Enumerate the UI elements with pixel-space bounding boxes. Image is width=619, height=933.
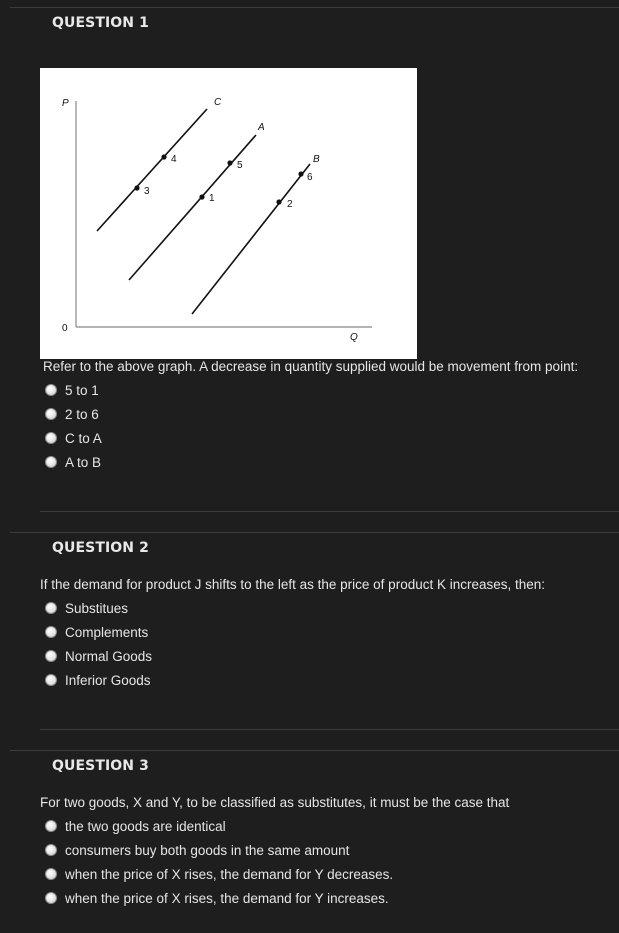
q2-option-3-label: Normal Goods xyxy=(65,648,153,664)
radio-button[interactable] xyxy=(45,456,57,468)
q3-option-4[interactable] xyxy=(45,889,389,907)
radio-button[interactable] xyxy=(45,626,57,638)
section-divider-3 xyxy=(10,750,619,751)
q3-option-1-label: the two goods are identical xyxy=(65,818,226,834)
q3-option-2[interactable] xyxy=(45,841,349,859)
q1-option-4-label: A to B xyxy=(65,454,102,470)
question-2-text: If the demand for product J shifts to the left as the price of product K increases, then: xyxy=(40,577,546,592)
radio-button[interactable] xyxy=(45,844,57,856)
point-6 xyxy=(298,171,303,176)
point-label-2: 2 xyxy=(287,199,293,210)
radio-button[interactable] xyxy=(45,408,57,420)
q2-option-4-label: Inferior Goods xyxy=(65,672,151,688)
point-3 xyxy=(134,185,139,190)
section-divider-2 xyxy=(10,532,619,533)
question-2-title: QUESTION 2 xyxy=(52,540,149,556)
q1-option-3-label: C to A xyxy=(65,430,102,446)
radio-button[interactable] xyxy=(45,820,57,832)
question-1-bottom-rule xyxy=(40,511,619,512)
radio-button[interactable] xyxy=(45,602,57,614)
radio-button[interactable] xyxy=(45,868,57,880)
q3-option-4-label: when the price of X rises, the demand for Y increases. xyxy=(65,890,389,906)
q1-option-2[interactable] xyxy=(45,405,99,423)
radio-button[interactable] xyxy=(45,650,57,662)
q1-option-1[interactable] xyxy=(45,381,99,399)
curve-label-a: A xyxy=(258,122,265,133)
q1-option-3[interactable] xyxy=(45,429,102,447)
supply-curve-a xyxy=(129,135,256,280)
supply-graph xyxy=(40,68,417,359)
question-2-bottom-rule xyxy=(40,729,619,730)
q1-option-4[interactable] xyxy=(45,453,101,471)
point-label-3: 3 xyxy=(144,186,150,197)
y-axis-label: P xyxy=(62,98,69,109)
q2-option-4[interactable] xyxy=(45,671,151,689)
supply-curve-b xyxy=(192,164,310,314)
curve-label-b: B xyxy=(313,154,320,165)
point-label-6: 6 xyxy=(307,172,313,183)
radio-button[interactable] xyxy=(45,674,57,686)
curve-label-c: C xyxy=(214,97,222,108)
radio-button[interactable] xyxy=(45,432,57,444)
q3-option-3[interactable] xyxy=(45,865,393,883)
q2-option-2-label: Complements xyxy=(65,624,149,640)
q3-option-3-label: when the price of X rises, the demand for Y decreases. xyxy=(65,866,394,882)
q1-option-1-label: 5 to 1 xyxy=(65,382,99,398)
supply-curve-c xyxy=(97,109,207,231)
point-label-4: 4 xyxy=(171,154,177,165)
q2-option-2[interactable] xyxy=(45,623,148,641)
q3-option-1[interactable] xyxy=(45,817,226,835)
origin-label: 0 xyxy=(62,323,68,334)
question-1-text: Refer to the above graph. A decrease in quantity supplied would be movement from point: xyxy=(43,359,579,374)
point-4 xyxy=(161,154,166,159)
point-5 xyxy=(227,160,232,165)
question-3-text: For two goods, X and Y, to be classified as substitutes, it must be the case that xyxy=(40,795,510,810)
radio-button[interactable] xyxy=(45,892,57,904)
question-1-title: QUESTION 1 xyxy=(52,15,149,31)
point-1 xyxy=(199,194,204,199)
supply-graph-svg xyxy=(40,68,417,359)
x-axis-label: Q xyxy=(350,332,358,343)
question-3-title: QUESTION 3 xyxy=(52,758,149,774)
q1-option-2-label: 2 to 6 xyxy=(65,406,99,422)
radio-button[interactable] xyxy=(45,384,57,396)
q2-option-1[interactable] xyxy=(45,599,128,617)
q2-option-1-label: Substitues xyxy=(65,600,129,616)
q3-option-2-label: consumers buy both goods in the same amount xyxy=(65,842,350,858)
point-2 xyxy=(276,199,281,204)
q2-option-3[interactable] xyxy=(45,647,152,665)
point-label-1: 1 xyxy=(209,193,215,204)
section-divider-top xyxy=(10,7,619,8)
point-label-5: 5 xyxy=(237,160,243,171)
